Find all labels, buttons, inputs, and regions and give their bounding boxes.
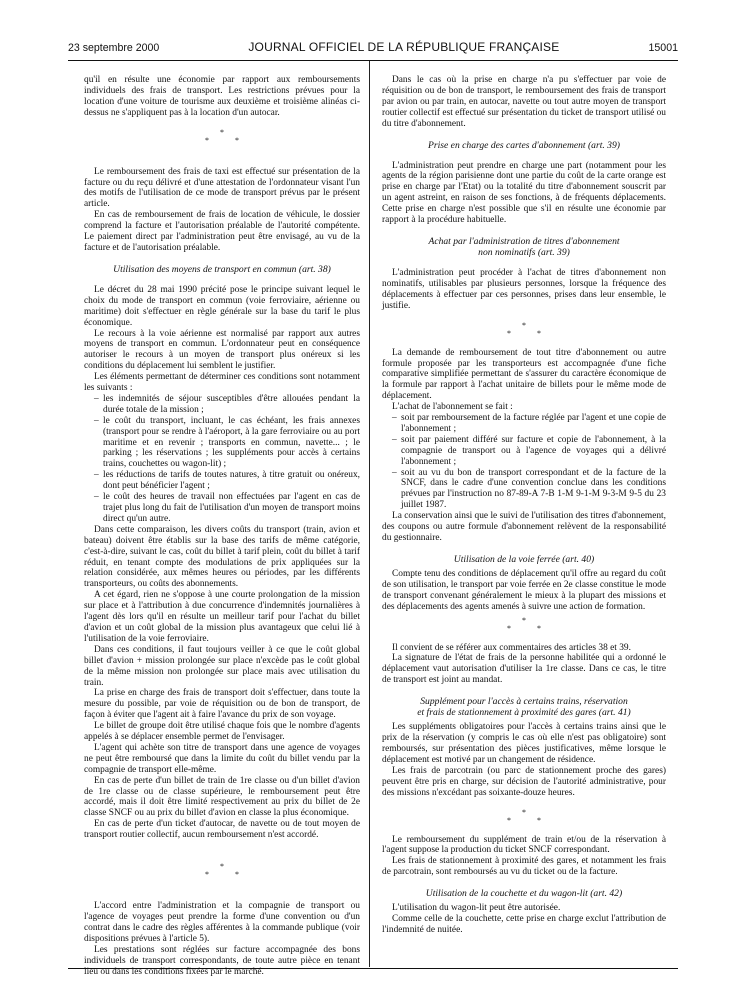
paragraph: Dans cette comparaison, les divers coûts du transport (train, avion et bateau) doivent être établis sur la base des tarifs de même catégorie, c'est-à-dire, suivant le cas, coût du billet à tarif plein, coût du billet à tarif réduit, en tenant compte des modulations de prix appliquées sur la relation considérée, aux mêmes heures ou périodes, par les différents transporteurs, ou coûts des abonnements. xyxy=(84,524,360,590)
publication-date: 23 septembre 2000 xyxy=(68,42,160,54)
section-heading xyxy=(382,236,666,258)
paragraph: En cas de perte d'un billet de train de 1re classe ou d'un billet d'avion de 1re classe ou de classe supérieure, le remboursement peut être accordé, mais il doit être limité respectivement au prix du billet de 2e classe SNCF ou au prix du billet d'avion en classe la plus économique. xyxy=(84,775,360,819)
paragraph: L'agent qui achète son titre de transport dans une agence de voyages ne peut être remboursé que dans la limite du coût du billet vendu par la compagnie de transport elle-même. xyxy=(84,742,360,775)
list-item: – soit par remboursement de la facture réglée par l'agent et une copie de l'abonnement ; xyxy=(392,413,666,435)
paragraph: La prise en charge des frais de transport doit s'effectuer, dans toute la mesure du possible, par voie de réquisition ou de bon de transport, de façon à éviter que l'agent ait à faire l'avance du prix de son voyage. xyxy=(84,688,360,721)
paragraph: Il convient de se référer aux commentaires des articles 38 et 39. xyxy=(392,642,631,653)
paragraph: Dans ces conditions, il faut toujours veiller à ce que le coût global billet d'avion + mission prolongée sur place n'excède pas le coût global de la même mission non prolongée sur place mais avec utilisation du train. xyxy=(84,644,360,688)
paragraph: Comme celle de la couchette, cette prise en charge exclut l'attribution de l'indemnité de nuitée. xyxy=(382,914,666,935)
section-separator: * * * xyxy=(205,862,251,880)
paragraph: La conservation ainsi que le suivi de l'utilisation des titres d'abonnement, des coupons ou autre formule d'abonnement relèvent de la responsabilité du gestionnaire. xyxy=(382,511,666,543)
paragraph: L'administration peut prendre en charge une part (notamment pour les agents de la région parisienne dont une partie du coût de la carte orange est prise en charge par l'Etat) ou la totalité du titre d'abonnement souscrit par un agent astreint, en raison de ses fonctions, à de fréquents déplacements. Cette prise en charge n'est possible que s'il en résulte une économie par rapport à la procédure habituelle. xyxy=(382,160,666,226)
column-divider xyxy=(369,61,370,967)
paragraph: Dans le cas où la prise en charge n'a pu s'effectuer par voie de réquisition ou de bon de transport, le remboursement des frais de transport par avion ou par train, en autocar, navette ou tout autre moyen de transport routier collectif est effectué sur présentation du ticket de transport utilisé ou du titre d'abonnement. xyxy=(382,75,666,129)
paragraph: En cas de remboursement de frais de location de véhicule, le dossier comprend la facture et l'autorisation préalable de l'autorité compétente. Le paiement direct par l'administration peut être envisagé, au vu de la facture et de l'autorisation préalable. xyxy=(84,210,360,253)
paragraph: Le billet de groupe doit être utilisé chaque fois que le nombre d'agents appelés à se déplacer ensemble permet de l'envisager. xyxy=(84,721,360,743)
list-item: – le coût du transport, incluant, le cas échéant, les frais annexes (transport pour se rendre à l'aéroport, à la gare ferroviaire ou au port maritime et en revenir ; transports en commun, navette... ; le parking ; les réservations ; les suppléments pour accès à certains trains, couchettes ou wagon-lit) ; xyxy=(94,416,360,471)
page-header xyxy=(68,40,678,58)
list-item: – le coût des heures de travail non effectuées par l'agent en cas de trajet plus long du fait de l'utilisation d'un moyen de transport moins direct qu'un autre. xyxy=(94,492,360,525)
section-separator: * * * xyxy=(507,807,553,825)
criteria-list xyxy=(84,394,360,525)
section-heading: Utilisation de la voie ferrée (art. 40) xyxy=(453,553,595,565)
heading-line: Supplément pour l'accès à certains trains, réservation xyxy=(420,696,628,708)
paragraph: Le recours à la voie aérienne est normalisé par rapport aux autres moyens de transport en commun. L'ordonnateur peut en conséquence autoriser le recours à un moyen de transport plus onéreux si les conditions du déplacement lui semblent le justifier. xyxy=(84,328,360,372)
paragraph: Le décret du 28 mai 1990 précité pose le principe suivant lequel le choix du mode de transport en commun (voie ferroviaire, aérienne ou maritime) doit s'effectuer en règle générale sur la base du tarif le plus économique. xyxy=(84,284,360,328)
paragraph: Les frais de stationnement à proximité des gares, et notamment les frais de parcotrain, sont remboursés au vu du ticket ou de la facture. xyxy=(382,856,666,878)
paragraph: L'accord entre l'administration et la compagnie de transport ou l'agence de voyages peut prendre la forme d'une convention ou d'un contrat dans le cadre des règles afférentes à la commande publique (voir dispositions prévues à l'article 5). xyxy=(84,901,360,944)
paragraph: L'achat de l'abonnement se fait : xyxy=(392,402,513,413)
journal-title: JOURNAL OFFICIEL DE LA RÉPUBLIQUE FRANÇAISE xyxy=(248,40,560,54)
paragraph: Compte tenu des conditions de déplacement qu'il offre au regard du coût de son utilisation, le transport par voie ferrée en 2e classe constitue le mode de transport convenant généralement le mieux à la plupart des missions et des déplacements des agents amenés à suivre une action de formation. xyxy=(382,568,666,612)
section-separator: * * * xyxy=(205,127,251,145)
paragraph: Les frais de parcotrain (ou parc de stationnement proche des gares) peuvent être pris en charge, sur décision de l'autorité administrative, pour des missions n'excédant pas soixante-douze heures. xyxy=(382,765,666,798)
heading-line: et frais de stationnement à proximité des gares (art. 41) xyxy=(417,707,631,719)
paragraph: Le remboursement du supplément de train et/ou de la réservation à l'agent suppose la production du ticket SNCF correspondant. xyxy=(382,834,666,856)
left-column xyxy=(84,75,360,977)
section-separator: * * * xyxy=(507,615,553,633)
paragraph: Le remboursement des frais de taxi est effectué sur présentation de la facture ou du reçu délivré et d'une attestation de l'ordonnateur visant l'un des motifs de l'utilisation de ce mode de transport prévus par le présent article. xyxy=(84,166,360,210)
list-item: – soit au vu du bon de transport correspondant et de la facture de la SNCF, dans le cadre d'une convention conclue dans les conditions prévues par l'instruction no 87-89-A 7-B 1-M 9-1-M 9-3-M 9-5 du 23 juillet 1987. xyxy=(392,468,666,512)
list-item: – soit par paiement différé sur facture et copie de l'abonnement, à la compagnie de transport ou à l'agence de voyages qui a délivré l'abonnement ; xyxy=(392,435,666,468)
list-item: – les réductions de tarifs de toutes natures, à titre gratuit ou onéreux, dont peut bénéficier l'agent ; xyxy=(94,470,360,492)
section-heading xyxy=(382,696,666,718)
purchase-methods-list xyxy=(382,413,666,511)
paragraph: Les éléments permettant de déterminer ces conditions sont notamment les suivants : xyxy=(84,372,360,394)
heading-line: Achat par l'administration de titres d'abonnement xyxy=(428,235,620,247)
paragraph: La demande de remboursement de tout titre d'abonnement ou autre formule proposée par les transporteurs est accompagnée d'une fiche comparative simplifiée permettant de s'assurer du caractère économique de la formule par rapport à l'achat unitaire de billets pour le même mode de déplacement. xyxy=(382,347,666,402)
section-separator: * * * xyxy=(507,320,553,338)
section-heading: Prise en charge des cartes d'abonnement (art. 39) xyxy=(428,139,620,151)
paragraph: A cet égard, rien ne s'oppose à une courte prolongation de la mission sur place et à l'attribution à due concurrence d'indemnités journalières à l'agent dès lors qu'il en résulte un meilleur tarif pour l'achat du billet d'avion et un coût global de la mission plus avantageux que celui lié à l'utilisation de la voie ferroviaire. xyxy=(84,590,360,644)
paragraph: La signature de l'état de frais de la personne habilitée qui a ordonné le déplacement vaut autorisation d'utiliser la 1re classe. Dans ce cas, le titre de transport est joint au mandat. xyxy=(382,653,666,686)
header-rule xyxy=(68,60,678,61)
heading-line: non nominatifs (art. 39) xyxy=(478,246,570,258)
paragraph: Les prestations sont réglées sur facture accompagnée des bons individuels de transport correspondants, de toute autre pièce en tenant lieu ou dans les conditions fixées par le marché. xyxy=(84,944,360,977)
page-number: 15001 xyxy=(648,42,678,54)
section-heading: Utilisation des moyens de transport en commun (art. 38) xyxy=(113,263,331,275)
paragraph: qu'il en résulte une économie par rapport aux remboursements individuels des frais de transport. Les restrictions prévues pour la location d'une voiture de tourisme aux deuxième et troisième alinéas ci-dessus ne s'appliquent pas à la location d'un autocar. xyxy=(84,75,360,118)
paragraph: L'administration peut procéder à l'achat de titres d'abonnement non nominatifs, utilisables par plusieurs personnes, lorsque la fréquence des déplacements à effectuer par ces personnes, prises dans leur ensemble, le justifie. xyxy=(382,267,666,311)
section-heading: Utilisation de la couchette et du wagon-lit (art. 42) xyxy=(425,888,623,900)
list-item: – les indemnités de séjour susceptibles d'être allouées pendant la durée totale de la mission ; xyxy=(94,394,360,416)
paragraph: Les suppléments obligatoires pour l'accès à certains trains ainsi que le prix de la réservation (y compris le cas où elle n'est pas obligatoire) sont remboursés, sur présentation des pièces justificatives, même lorsque le déplacement est motivé par un changement de résidence. xyxy=(382,722,666,765)
right-column xyxy=(382,75,666,965)
paragraph: L'utilisation du wagon-lit peut être autorisée. xyxy=(392,903,561,914)
paragraph: En cas de perte d'un ticket d'autocar, de navette ou de tout moyen de transport routier collectif, aucun remboursement n'est accordé. xyxy=(84,819,360,841)
